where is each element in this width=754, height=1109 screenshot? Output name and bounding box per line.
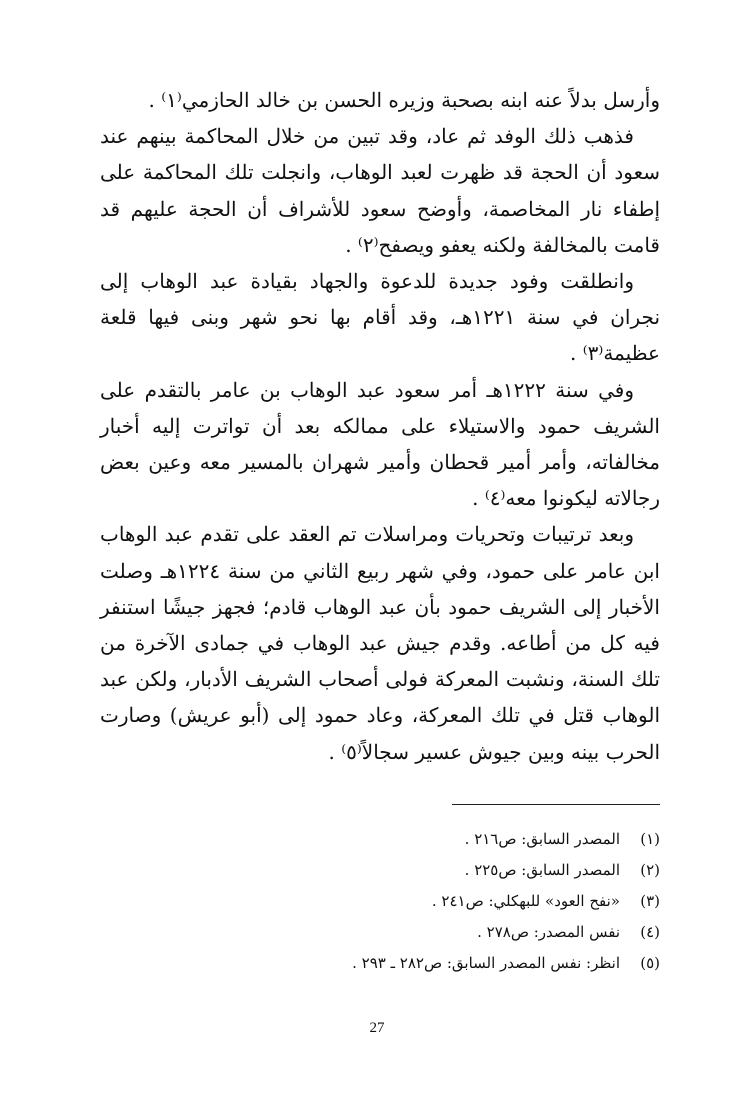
footnote-text: المصدر السابق: ص٢١٦ . — [464, 830, 620, 848]
footnote-item — [200, 855, 660, 886]
paragraph-2: فذهب ذلك الوفد ثم عاد، وقد تبين من خلال المحاكمة بينهم عند سعود أن الحجة قد ظهرت لعبد الوهاب، وانجلت تلك المحاكمة على إطفاء نار المخاصمة، وأوضح سعود للأشراف أن الحجة عليهم قد قامت بالمخالفة ولكنه يعفو ويصفح⁽٢⁾ . — [100, 124, 660, 257]
main-text — [100, 82, 660, 770]
paragraph-5: وبعد ترتيبات وتحريات ومراسلات تم العقد على تقدم عبد الوهاب ابن عامر على حمود، وفي شهر ربيع الثاني من سنة ١٢٢٤هـ وصلت الأخبار إلى الشريف حمود بأن عبد الوهاب قادم؛ فجهز جيشًا استنفر فيه كل من أطاعه. وقدم جيش عبد الوهاب في جمادى الآخرة من تلك السنة، ونشبت المعركة فولى أصحاب الشريف الأدبار، ولكن عبد الوهاب قتل في تلك المعركة، وعاد حمود إلى (أبو عريش) وصارت الحرب بينه وبين جيوش عسير سجالاً⁽٥⁾ . — [100, 522, 660, 764]
footnote-text: نفس المصدر: ص٢٧٨ . — [477, 923, 620, 941]
footnote-number: (٤) — [640, 923, 660, 941]
footnote-number: (١) — [640, 830, 660, 848]
footnote-text: انظر: نفس المصدر السابق: ص٢٨٢ ـ ٢٩٣ . — [352, 954, 620, 972]
footnote-item — [200, 948, 660, 979]
footnote-number: (٢) — [640, 861, 660, 879]
footnote-number: (٣) — [640, 892, 660, 910]
paragraph-4: وفي سنة ١٢٢٢هـ أمر سعود عبد الوهاب بن عامر بالتقدم على الشريف حمود والاستيلاء على ممالكه بعد أن تواترت إليه أخبار مخالفاته، وأمر أمير قحطان وأمير شهران بالمسير معه وعين بعض رجالاته ليكونوا معه⁽٤⁾ . — [100, 377, 660, 511]
footnote-divider — [452, 804, 660, 805]
footnote-text: «نفح العود» للبهكلي: ص٢٤١ . — [431, 892, 620, 910]
footnote-item — [200, 886, 660, 917]
footnote-item — [200, 917, 660, 948]
footnote-number: (٥) — [640, 954, 660, 972]
paragraph-1: وأرسل بدلاً عنه ابنه بصحبة وزيره الحسن بن خالد الحازمي⁽١⁾ . — [148, 88, 660, 112]
footnotes-list — [200, 824, 660, 979]
footnote-text: المصدر السابق: ص٢٢٥ . — [464, 861, 620, 879]
footnote-item — [200, 824, 660, 855]
page-number: 27 — [369, 1020, 385, 1036]
paragraph-3: وانطلقت وفود جديدة للدعوة والجهاد بقيادة عبد الوهاب إلى نجران في سنة ١٢٢١هـ، وقد أقام بها نحو شهر وبنى فيها قلعة عظيمة⁽٣⁾ . — [100, 269, 661, 366]
